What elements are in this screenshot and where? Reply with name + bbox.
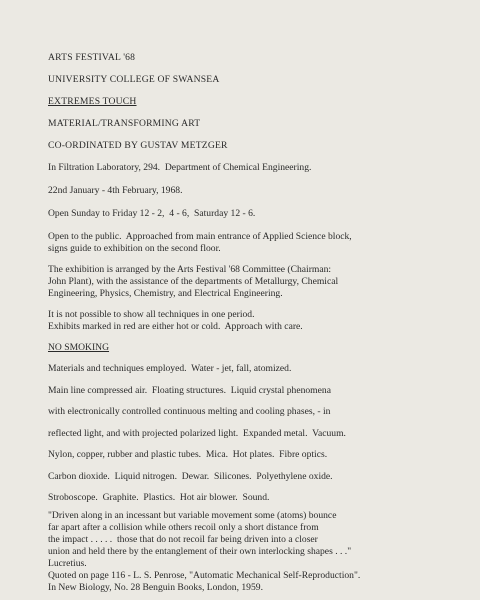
dates-line: 22nd January - 4th February, 1968. <box>48 185 183 196</box>
access-line: signs guide to exhibition on the second floor. <box>48 243 221 254</box>
materials-paragraph <box>48 363 464 504</box>
access-paragraph <box>48 231 464 255</box>
quote-attribution: Lucretius. <box>48 558 87 569</box>
materials-line: Stroboscope. Graphite. Plastics. Hot air blower. Sound. <box>48 492 270 503</box>
access-line: Open to the public. Approached from main entrance of Applied Science block, <box>48 231 352 242</box>
exhibition-title: EXTREMES TOUCH <box>48 96 137 107</box>
college-name: UNIVERSITY COLLEGE OF SWANSEA <box>48 74 220 85</box>
festival-title: ARTS FESTIVAL '68 <box>48 52 136 63</box>
arrangement-line: John Plant), with the assistance of the departments of Metallurgy, Chemical <box>48 276 339 287</box>
notices-paragraph <box>48 309 464 333</box>
exhibition-subtitle: MATERIAL/TRANSFORMING ART <box>48 118 201 129</box>
venue-line: In Filtration Laboratory, 294. Department of Chemical Engineering. <box>48 162 312 173</box>
arrangement-line: Engineering, Physics, Chemistry, and Electrical Engineering. <box>48 288 283 299</box>
quote-line: the impact . . . . . those that do not recoil far being driven into a closer <box>48 534 318 545</box>
materials-line: reflected light, and with projected polarized light. Expanded metal. Vacuum. <box>48 427 346 439</box>
quote-source: In New Biology, No. 28 Benguin Books, London, 1959. <box>48 582 263 593</box>
arrangement-paragraph <box>48 264 464 300</box>
quote-line: far apart after a collision while others recoil only a short distance from <box>48 522 319 533</box>
hours-line: Open Sunday to Friday 12 - 2, 4 - 6, Saturday 12 - 6. <box>48 208 256 219</box>
arrangement-line: The exhibition is arranged by the Arts Festival '68 Committee (Chairman: <box>48 264 332 275</box>
no-smoking-notice: NO SMOKING <box>48 342 110 353</box>
materials-line: Main line compressed air. Floating structures. Liquid crystal phenomena <box>48 384 331 396</box>
materials-line: Nylon, copper, rubber and plastic tubes. Mica. Hot plates. Fibre optics. <box>48 449 328 460</box>
materials-line: with electronically controlled continuous melting and cooling phases, - in <box>48 406 331 417</box>
notice-line: It is not possible to show all techniques in one period. <box>48 309 255 320</box>
quote-block <box>48 510 464 594</box>
quote-source: Quoted on page 116 - L. S. Penrose, "Automatic Mechanical Self-Reproduction". <box>48 570 361 581</box>
notice-line: Exhibits marked in red are either hot or cold. Approach with care. <box>48 321 303 332</box>
materials-line: Carbon dioxide. Liquid nitrogen. Dewar. Silicones. Polyethylene oxide. <box>48 470 333 482</box>
materials-line: Materials and techniques employed. Water - jet, fall, atomized. <box>48 363 292 374</box>
quote-line: union and held there by the entanglement of their own interlocking shapes . . ." <box>48 546 352 557</box>
quote-line: "Driven along in an incessant but variable movement some (atoms) bounce <box>48 510 337 521</box>
coordinator-line: CO-ORDINATED BY GUSTAV METZGER <box>48 140 228 151</box>
